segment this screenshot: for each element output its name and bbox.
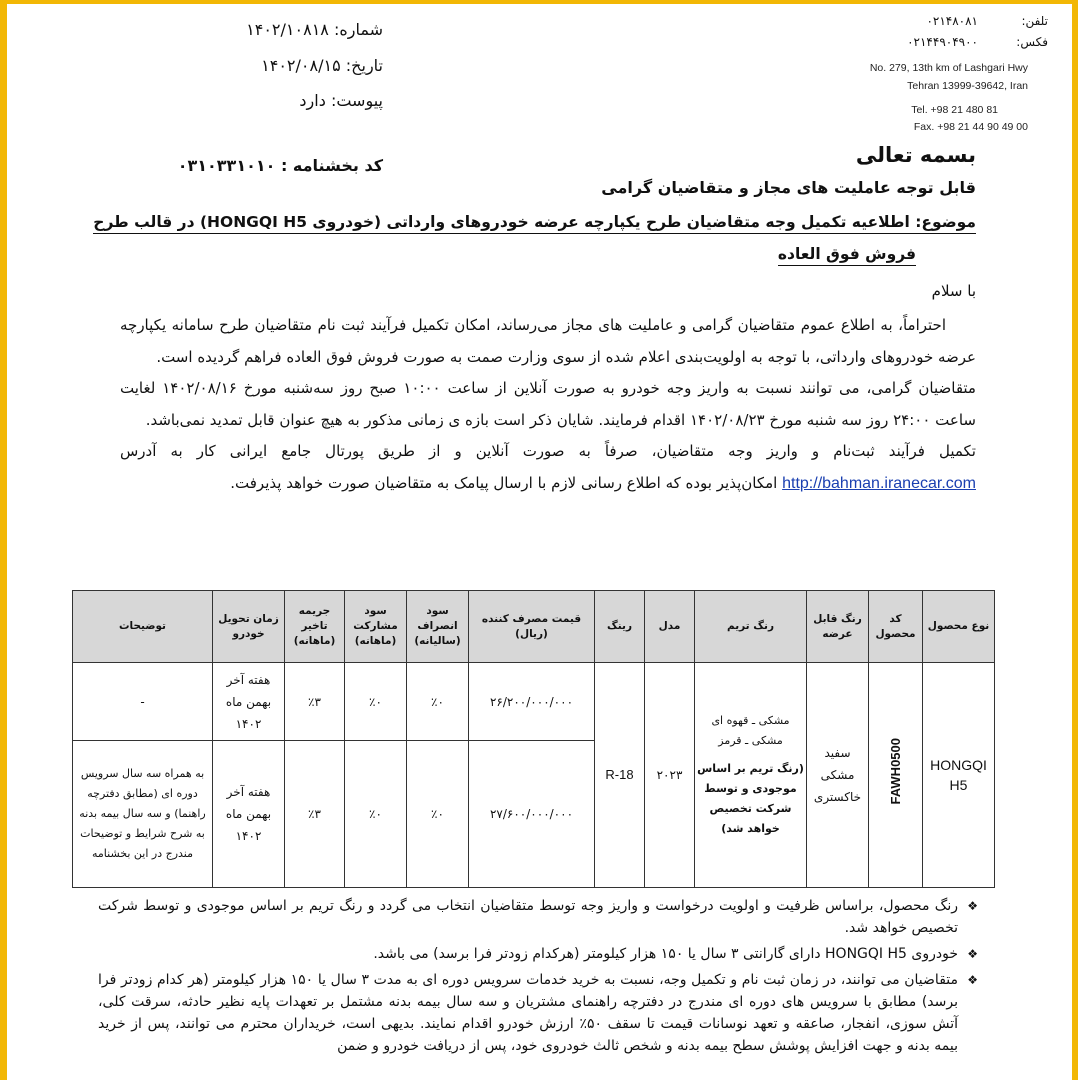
- trim-colors: مشکی ـ قهوه ای مشکی ـ قرمز: [711, 714, 790, 747]
- greeting: با سلام: [931, 282, 976, 300]
- header-share-interest: سود مشارکت (ماهانه): [345, 591, 407, 663]
- header-model: مدل: [645, 591, 695, 663]
- basmala: بسمه تعالی: [855, 143, 976, 167]
- letter-date: [261, 56, 383, 75]
- circular-code: کد بخشنامه : ۰۳۱۰۳۳۱۰۱۰: [177, 156, 383, 175]
- cell-share-1: ٪۰: [345, 663, 407, 741]
- attachment-label: پیوست:: [330, 91, 383, 110]
- date-value: ۱۴۰۲/۰۸/۱۵: [261, 56, 341, 75]
- cell-cancel-2: ٪۰: [407, 741, 469, 888]
- letter-number: [246, 20, 383, 39]
- company-fax-en: Fax. +98 21 44 90 49 00: [913, 121, 1028, 133]
- paragraph-3-end: امکان‌پذیر بوده که اطلاع رسانی لازم با ارسال پیامک به متقاضیان صورت خواهد پذیرفت.: [230, 473, 778, 492]
- cell-colors: سفید مشکی خاکستری: [807, 663, 869, 888]
- page-border-top: [0, 0, 1078, 4]
- paragraph-1: احتراماً، به اطلاع عموم متقاضیان گرامی و عاملیت های مجاز می‌رساند، امکان تکمیل فرآیند ثبت نام متقاضیان طرح سامانه یکپارچه عرضه خودروهای وارداتی، با توجه به اولویت‌بندی اعلام شده از سوی وزارت صمت به صورت فروش فوق العاده فراهم گردیده است.: [120, 316, 976, 366]
- subject-line1: موضوع: اطلاعیه تکمیل وجه متقاضیان طرح یکپارچه عرضه خودروهای وارداتی (خودروی HONGQI H5) در قالب طرح: [93, 213, 976, 234]
- cell-price-2: ۲۷/۶۰۰/۰۰۰/۰۰۰: [469, 741, 595, 888]
- product-code-text: FAWH0500: [887, 738, 903, 805]
- cell-cancel-1: ٪۰: [407, 663, 469, 741]
- product-table: [72, 590, 995, 888]
- date-label: تاریخ:: [345, 56, 383, 75]
- portal-link[interactable]: http://bahman.iranecar.com: [782, 474, 976, 492]
- cell-notes-2: به همراه سه سال سرویس دوره ای (مطابق دفترچه راهنما) و سه سال بیمه بدنه به شرح شرایط و توضیحات مندرج در این بخشنامه: [73, 741, 213, 888]
- header-delay-penalty: جریمه تاخیر (ماهانه): [285, 591, 345, 663]
- list-item: ❖ رنگ محصول، براساس ظرفیت و اولویت درخواست و واریز وجه توسط متقاضیان انتخاب می گردد و رنگ تریم بر اساس موجودی و توسط شرکت تخصیص خواهد شد.: [98, 895, 978, 939]
- company-phone: [926, 14, 1048, 28]
- cell-ring: R-18: [595, 663, 645, 888]
- header-product-code: کد محصول: [869, 591, 923, 663]
- cell-share-2: ٪۰: [345, 741, 407, 888]
- cell-price-1: ۲۶/۲۰۰/۰۰۰/۰۰۰: [469, 663, 595, 741]
- cell-product: HONGQI H5: [923, 663, 995, 888]
- cell-delivery-1: هفته آخر بهمن ماه ۱۴۰۲: [213, 663, 285, 741]
- header-price: قیمت مصرف کننده (ریال): [469, 591, 595, 663]
- number-label: شماره:: [333, 20, 383, 39]
- phone-value: ۰۲۱۴۸۰۸۱: [926, 14, 978, 28]
- company-address-line1: No. 279, 13th km of Lashgari Hwy: [869, 62, 1028, 74]
- cell-delivery-2: هفته آخر بهمن ماه ۱۴۰۲: [213, 741, 285, 888]
- cell-penalty-2: ٪۳: [285, 741, 345, 888]
- addressee: قابل توجه عاملیت های مجاز و متقاضیان گرامی: [601, 178, 976, 197]
- header-colors: رنگ قابل عرضه: [807, 591, 869, 663]
- header-delivery-time: زمان تحویل خودرو: [213, 591, 285, 663]
- header-trim-color: رنگ تریم: [695, 591, 807, 663]
- paragraph-3-text: تکمیل فرآیند ثبت‌نام و واریز وجه متقاضیان، صرفاً به صورت آنلاین و از طریق پورتال جامع ایرانی کار به آدرس: [120, 442, 976, 460]
- fax-value: ۰۲۱۴۴۹۰۴۹۰۰: [907, 35, 978, 49]
- trim-note: (رنگ تریم بر اساس موجودی و توسط شرکت تخصیص خواهد شد): [697, 762, 804, 835]
- company-address-line2: Tehran 13999-39642, Iran: [907, 80, 1028, 92]
- list-item: ❖ خودروی HONGQI H5 دارای گارانتی ۳ سال یا ۱۵۰ هزار کیلومتر (هرکدام زودتر فرا برسد) می باشد.: [98, 943, 978, 965]
- cell-code: [869, 663, 923, 888]
- cell-penalty-1: ٪۳: [285, 663, 345, 741]
- cell-trim: [695, 663, 807, 888]
- header-cancel-interest: سود انصراف (سالیانه): [407, 591, 469, 663]
- phone-label: تلفن:: [1021, 14, 1048, 28]
- header-ring: رینگ: [595, 591, 645, 663]
- letter-attachment: [299, 91, 383, 110]
- header-notes: توضیحات: [73, 591, 213, 663]
- letter-body: [120, 310, 976, 499]
- table-row: [73, 663, 995, 741]
- cell-model: ۲۰۲۳: [645, 663, 695, 888]
- page-border-right: [1072, 0, 1078, 1080]
- table-header-row: [73, 591, 995, 663]
- number-value: ۱۴۰۲/۱۰۸۱۸: [246, 20, 329, 39]
- cell-notes-1: -: [73, 663, 213, 741]
- attachment-value: دارد: [299, 91, 326, 110]
- paragraph-2: متقاضیان گرامی، می توانند نسبت به واریز وجه خودرو به صورت آنلاین از ساعت ۱۰:۰۰ صبح روز سه‌شنبه مورخ ۱۴۰۲/۰۸/۱۶ لغایت ساعت ۲۴:۰۰ روز سه شنبه مورخ ۱۴۰۲/۰۸/۲۳ اقدام فرمایند. شایان ذکر است بازه ی زمانی مذکور به هیچ عنوان قابل تمدید نمی‌باشد.: [120, 379, 976, 429]
- list-item: ❖ متقاضیان می توانند، در زمان ثبت نام و تکمیل وجه، نسبت به خرید خدمات سرویس دوره ای به مدت ۳ سال یا ۱۵۰ هزار کیلومتر (هر کدام زودتر فرا برسد) مطابق با سرویس های دوره ای مندرج در دفترچه راهنمای مشتریان و سه سال بیمه بدنه مشتمل بر تعهدات پایه نظیر حادثه، سرقت کلی، آتش سوزی، انفجار، صاعقه و تعهد نوسانات قیمت تا سقف ۵۰٪ ارزش خودرو اقدام نمایند. بدیهی است، خریداران محترم می توانند، پس از خرید بیمه بدنه و جهت افزایش پوشش سطح بیمه بدنه و شخص ثالث خودروی خود، پس از دریافت خودرو و ضمن: [98, 969, 978, 1057]
- company-fax: [907, 35, 1048, 49]
- company-tel: Tel. +98 21 480 81: [911, 104, 998, 116]
- header-product-type: نوع محصول: [923, 591, 995, 663]
- subject-line2: فروش فوق العاده: [778, 245, 916, 266]
- paragraph-3: [120, 436, 976, 499]
- page-border-left: [0, 0, 7, 1080]
- fax-label: فکس:: [1016, 35, 1048, 49]
- notes-list: [98, 895, 978, 1061]
